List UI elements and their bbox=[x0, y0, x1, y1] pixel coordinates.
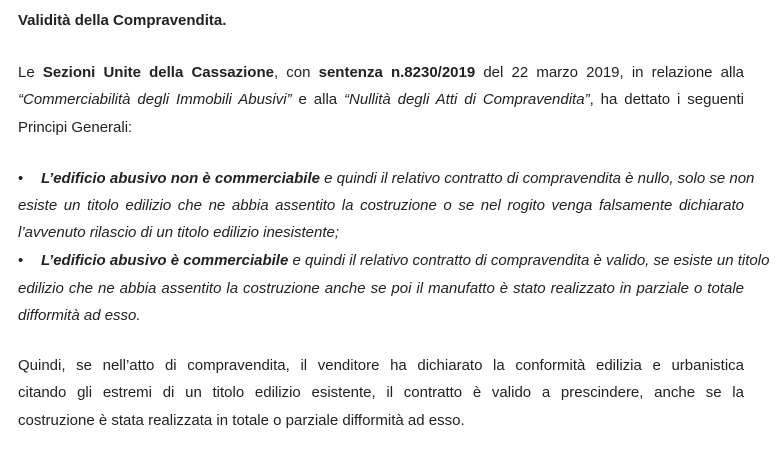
topic-quote-1: “Commerciabilità degli Immobili Abusivi” bbox=[18, 91, 292, 108]
intro-line-2 bbox=[18, 90, 744, 110]
intro-line-3: Principi Generali: bbox=[18, 119, 133, 136]
intro-text: del 22 marzo 2019, in relazione alla bbox=[475, 64, 745, 81]
intro-text: , con bbox=[273, 64, 319, 81]
document-title: Validità della Compravendita. bbox=[18, 12, 227, 29]
bullet-1-line-1 bbox=[41, 169, 755, 189]
bullet-1-text: e quindi il relativo contratto di compravendita è nullo, solo se non bbox=[319, 170, 755, 187]
bullet-marker: • bbox=[18, 252, 24, 269]
conclusion-line-1: Quindi, se nell’atto di compravendita, il venditore ha dichiarato la conformità edilizia e urbanistica bbox=[18, 357, 744, 374]
intro-text: Le bbox=[18, 64, 43, 81]
bullet-1-line-3: l’avvenuto rilascio di un titolo edilizio inesistente; bbox=[18, 224, 340, 241]
bullet-marker: • bbox=[18, 170, 24, 187]
bullet-2-line-3: difformità ad esso. bbox=[18, 307, 141, 324]
bullet-1-lead: L’edificio abusivo non è commerciabile bbox=[41, 170, 320, 187]
intro-text: e alla bbox=[291, 91, 345, 108]
conclusion-line-2: citando gli estremi di un titolo edilizio esistente, il contratto è valido a prescindere, anche se la bbox=[18, 384, 744, 401]
bullet-2-text: e quindi il relativo contratto di compravendita è valido, se esiste un titolo bbox=[288, 252, 770, 269]
bullet-1-line-2: esiste un titolo edilizio che ne abbia assentito la costruzione o se nel rogito venga falsamente dichiarato bbox=[18, 197, 744, 214]
topic-quote-2: “Nullità degli Atti di Compravendita” bbox=[344, 91, 590, 108]
ruling-number: sentenza n.8230/2019 bbox=[318, 64, 476, 81]
conclusion-line-3: costruzione è stata realizzata in totale o parziale difformità ad esso. bbox=[18, 412, 465, 429]
bullet-2-line-1 bbox=[41, 251, 770, 271]
bullet-2-lead: L’edificio abusivo è commerciabile bbox=[41, 252, 289, 269]
intro-line-1 bbox=[18, 63, 744, 83]
intro-text: , ha dettato i seguenti bbox=[589, 91, 744, 108]
court-name: Sezioni Unite della Cassazione bbox=[42, 64, 274, 81]
bullet-2-line-2: edilizio che ne abbia assentito la costruzione anche se poi il manufatto è stato realizzato in parziale o totale bbox=[18, 280, 744, 297]
